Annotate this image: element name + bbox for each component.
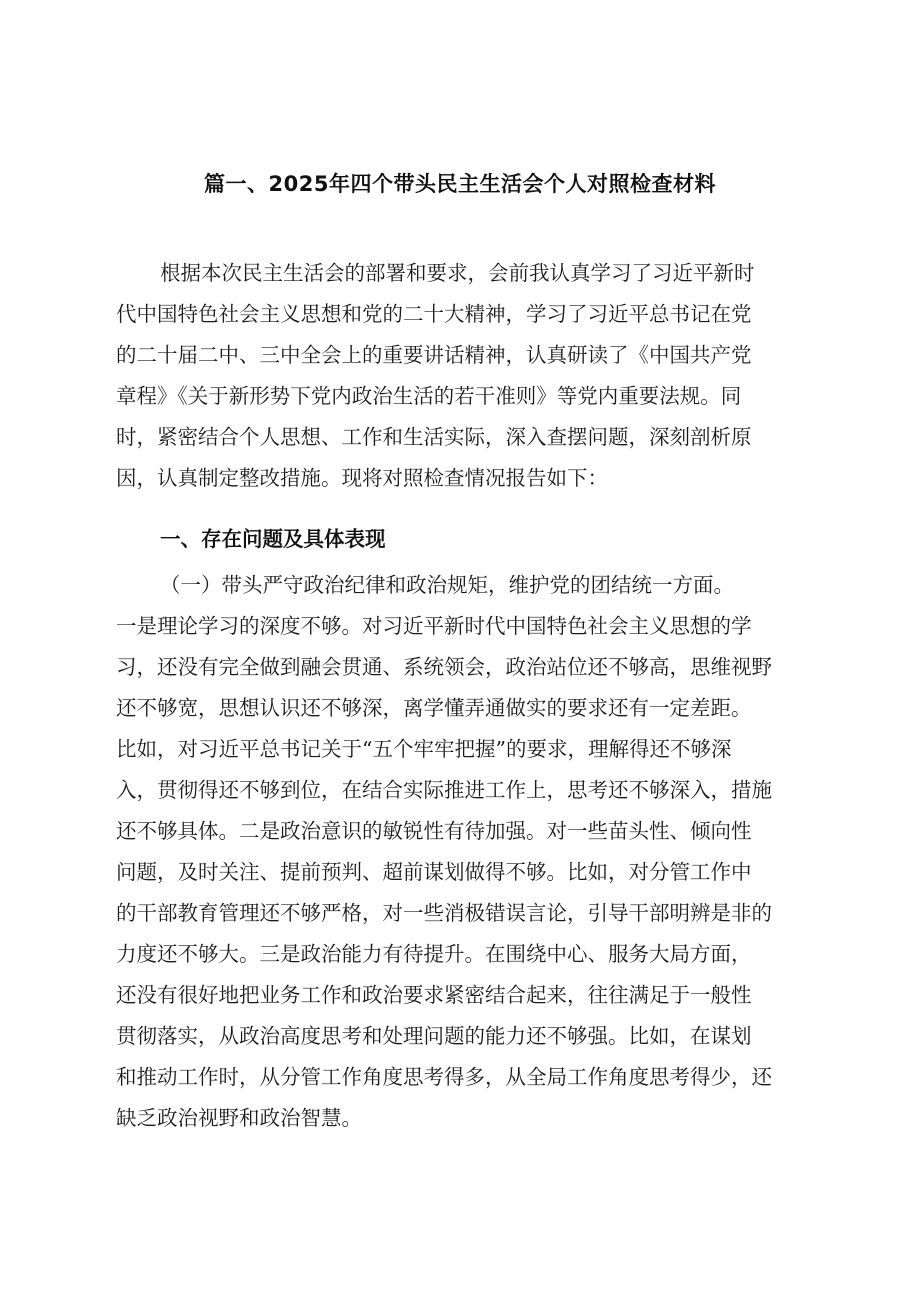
section-line: 入，贯彻得还不够到位，在结合实际推进工作上，思考还不够深入，措施: [116, 778, 772, 802]
intro-paragraph: [116, 253, 832, 499]
section-line: 还不够具体。二是政治意识的敏锐性有待加强。对一些苗头性、倾向性: [116, 819, 752, 843]
section-line: 问题，及时关注、提前预判、超前谋划做得不够。比如，对分管工作中: [116, 860, 752, 884]
intro-line: 根据本次民主生活会的部署和要求，会前我认真学习了习近平新时: [160, 261, 755, 285]
section-line: 一是理论学习的深度不够。对习近平新时代中国特色社会主义思想的学: [116, 614, 752, 638]
section-line: 和推动工作时，从分管工作角度思考得多，从全局工作角度思考得少，还: [116, 1065, 772, 1089]
document-title: 篇一、2025年四个带头民主生活会个人对照检查材料: [204, 172, 716, 196]
intro-line: 时，紧密结合个人思想、工作和生活实际，深入查摆问题，深刻剖析原: [116, 425, 752, 449]
subsection-heading-line: （一）带头严守政治纪律和政治规矩，维护党的团结统一方面。: [160, 573, 734, 597]
intro-line: 代中国特色社会主义思想和党的二十大精神，学习了习近平总书记在党: [116, 302, 752, 326]
intro-line: 因，认真制定整改措施。现将对照检查情况报告如下：: [116, 466, 608, 490]
section-heading: 一、存在问题及具体表现: [160, 527, 386, 551]
section-line: 比如，对习近平总书记关于“五个牢牢把握”的要求，理解得还不够深: [116, 737, 732, 761]
section-line: 还没有很好地把业务工作和政治要求紧密结合起来，往往满足于一般性: [116, 983, 752, 1007]
section-line: 的干部教育管理还不够严格，对一些消极错误言论，引导干部明辨是非的: [116, 901, 772, 925]
section-line: 习，还没有完全做到融会贯通、系统领会，政治站位还不够高，思维视野: [116, 655, 772, 679]
section-line: 还不够宽，思想认识还不够深，离学懂弄通做实的要求还有一定差距。: [116, 696, 752, 720]
intro-line: 的二十届二中、三中全会上的重要讲话精神，认真研读了《中国共产党: [116, 343, 752, 367]
section-line: 缺乏政治视野和政治智慧。: [116, 1106, 362, 1130]
section-line: 力度还不够大。三是政治能力有待提升。在围绕中心、服务大局方面，: [116, 942, 752, 966]
section-line: 贯彻落实，从政治高度思考和处理问题的能力还不够强。比如，在谋划: [116, 1024, 752, 1048]
intro-line: 章程》《关于新形势下党内政治生活的若干准则》等党内重要法规。同: [116, 384, 742, 408]
section1-paragraph: [116, 565, 832, 1139]
